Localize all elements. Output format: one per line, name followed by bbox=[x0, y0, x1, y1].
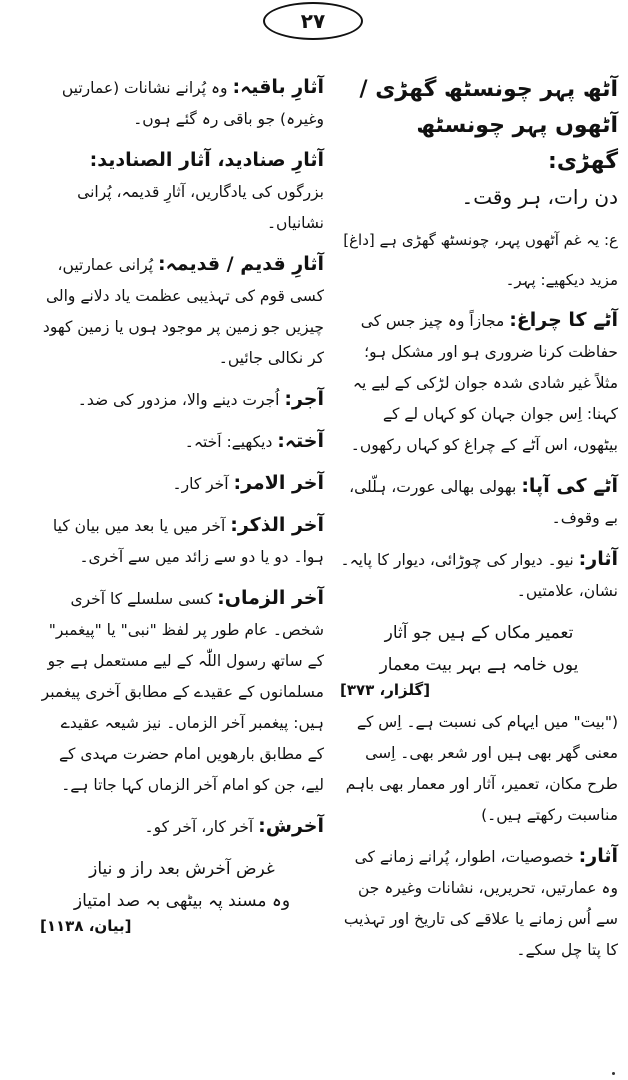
headword: آثارِ قدیم / قدیمہ: bbox=[158, 253, 324, 275]
verse-source: [گلزار، ٣٧٣] bbox=[340, 681, 431, 699]
definition: دن رات، ہر وقت۔ bbox=[461, 185, 618, 209]
headword: آختہ: bbox=[277, 430, 324, 452]
headword: آخرش: bbox=[258, 815, 324, 837]
definition: دیکھیے: اَختہ۔ bbox=[184, 433, 273, 451]
verse-block bbox=[340, 617, 618, 699]
definition: بھولی بھالی عورت، ہلّلی، بے وقوف۔ bbox=[349, 478, 618, 527]
entry-aakhir-ul-amr bbox=[40, 468, 324, 500]
entry-aakhir-uz-zikr bbox=[40, 510, 324, 573]
entry-aasaar-1 bbox=[340, 544, 618, 607]
definition: نیو۔ دیوار کی چوڑائی، دیوار کا پایہ۔ نشان، علامتیں۔ bbox=[340, 551, 618, 600]
entry-aakhir-uz-zaman bbox=[40, 583, 324, 801]
entry-aakhta bbox=[40, 426, 324, 458]
entry-aasaar-e-qadeem bbox=[40, 249, 324, 374]
definition: خصوصیات، اطوار، پُرانے زمانے کی وہ عمارتیں، تحریریں، نشانات وغیرہ جن سے اُس زمانے یا علاقے کی تاریخ اور تہذیب کا پتا چل سکے۔ bbox=[343, 848, 618, 959]
entry-aasaar-2 bbox=[340, 841, 618, 966]
page-number: ٢٧ bbox=[263, 2, 363, 40]
headword: آخر الزماں: bbox=[217, 587, 324, 609]
headword: آخر الامر: bbox=[233, 472, 324, 494]
definition: کسی سلسلے کا آخری شخص۔ عام طور پر لفظ "نبی" یا "پیغمبر" کے ساتھ رسول اللّٰہ کے لیے مستعمل ہے جو مسلمانوں کے عقیدے کے مطابق آخری پیغمبر ہیں: پیغمبر آخر الزماں۔ نیز شیعہ عقیدے کے مطابق بارھویں امام حضرت مہدی کے لیے، جن کو امام آخر الزماں کہا جاتا ہے۔ bbox=[41, 590, 324, 794]
verse-source: [بیان، ١١٣٨] bbox=[40, 917, 132, 935]
headword: آثار: bbox=[578, 548, 618, 570]
see-also: مزید دیکھیے: پہر۔ bbox=[505, 271, 618, 289]
verse-quote: ع: یہ غم آٹھوں پہر، چونسٹھ گھڑی ہے [داغ] bbox=[343, 231, 618, 249]
left-column bbox=[40, 72, 324, 935]
definition: اُجرت دینے والا، مزدور کی ضد۔ bbox=[77, 391, 280, 409]
right-column bbox=[340, 72, 618, 976]
definition: آخر کار۔ bbox=[172, 475, 229, 493]
definition: مجازاً وہ چیز جس کی حفاظت کرنا ضروری ہو اور مشکل ہو؛ مثلاً غیر شادی شدہ جوان لڑکی کے لیے یہ کہنا: اِس جوان جہان کو کہاں لے کے بیٹھوں، اس آٹے کے چراغ کو کہاں رکھوں۔ bbox=[350, 312, 618, 454]
headword: آٹے کا چراغ: bbox=[509, 309, 618, 331]
entry-aakhirash bbox=[40, 811, 324, 843]
definition: پُرانی عمارتیں، کسی قوم کی تہذیبی عظمت یاد دلانے والی چیزیں جو زمین پر موجود ہوں یا زمین کھود کر نکالی جائیں۔ bbox=[42, 256, 324, 367]
entry-aath-pehar bbox=[340, 72, 618, 215]
entry-aate-ka-chiragh bbox=[340, 305, 618, 461]
verse-line: یوں خامہ ہے بہر بیت معمار bbox=[379, 655, 579, 675]
note-paragraph: ("بیت" میں ایہام کی نسبت ہے۔ اِس کے معنی گھر بھی ہیں اور شعر بھی۔ اِسی طرح مکان، تعمیر، آثار اور معمار بھی باہم مناسبت رکھتے ہیں۔) bbox=[345, 713, 618, 824]
definition: وہ پُرانے نشانات (عمارتیں وغیرہ) جو باقی رہ گئے ہوں۔ bbox=[61, 79, 324, 128]
headword: آٹھ پہر چونسٹھ گھڑی / آٹھوں پہر چونسٹھ گھڑی: bbox=[359, 77, 618, 174]
entry-aate-ki-apa bbox=[340, 471, 618, 534]
entry-aajir bbox=[40, 384, 324, 416]
verse-block bbox=[40, 853, 324, 935]
headword: آثارِ صنادید، آثار الصنادید: bbox=[89, 149, 324, 171]
page-dot bbox=[612, 1072, 615, 1075]
entry-aasaar-e-baqiya bbox=[40, 72, 324, 135]
headword: آٹے کی آپا: bbox=[521, 475, 618, 497]
definition: بزرگوں کی یادگاریں، آثارِ قدیمہ، پُرانی نشانیاں۔ bbox=[77, 183, 324, 232]
definition: آخر کار، آخر کو۔ bbox=[144, 818, 254, 836]
headword: آثارِ باقیہ: bbox=[232, 76, 324, 98]
headword: آخر الذکر: bbox=[230, 514, 324, 536]
verse-line: غرض آخرش بعد راز و نیاز bbox=[89, 859, 275, 879]
headword: آجر: bbox=[284, 388, 324, 410]
headword: آثار: bbox=[578, 845, 618, 867]
verse-line: وہ مسند پہ بیٹھی بہ صد امتیاز bbox=[73, 891, 291, 911]
definition: آخر میں یا بعد میں بیان کیا ہوا۔ دو یا دو سے زائد میں سے آخری۔ bbox=[52, 517, 324, 566]
entry-aasaar-e-sanadeed bbox=[40, 145, 324, 239]
verse-line: تعمیر مکاں کے ہیں جو آثار bbox=[384, 623, 574, 643]
